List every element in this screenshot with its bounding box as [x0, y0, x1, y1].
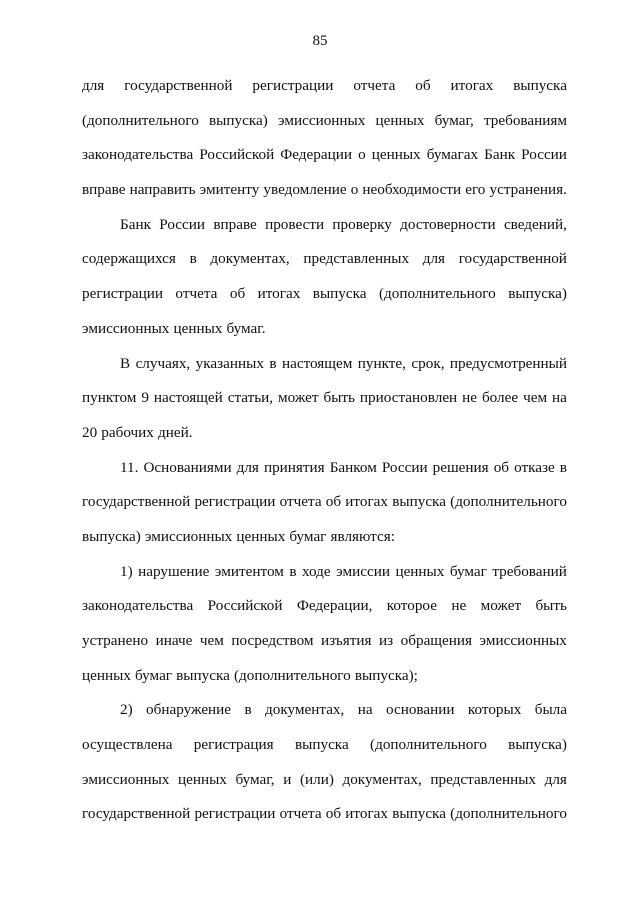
text-line: государственной регистрации отчета об итогах выпуска (дополнительного: [82, 493, 567, 511]
text-line: законодательства Российской Федерации, которое не может быть: [82, 597, 567, 615]
text-line: регистрации отчета об итогах выпуска (дополнительного выпуска): [82, 285, 567, 303]
text-line: 1) нарушение эмитентом в ходе эмиссии ценных бумаг требований: [120, 562, 567, 580]
text-line: 20 рабочих дней.: [82, 423, 193, 441]
text-line: эмиссионных ценных бумаг, и (или) документах, представленных для: [82, 770, 567, 788]
text-line: выпуска) эмиссионных ценных бумаг являются:: [82, 527, 395, 545]
document-body: [82, 69, 567, 832]
text-line: законодательства Российской Федерации о ценных бумагах Банк России: [82, 146, 567, 164]
text-line: вправе направить эмитенту уведомление о необходимости его устранения.: [82, 181, 567, 199]
text-line: пунктом 9 настоящей статьи, может быть приостановлен не более чем на: [82, 389, 567, 407]
text-line: для государственной регистрации отчета об итогах выпуска: [82, 77, 567, 94]
text-line: Банк России вправе провести проверку достоверности сведений,: [120, 215, 567, 233]
page-number: 85: [312, 33, 328, 49]
text-line: государственной регистрации отчета об итогах выпуска (дополнительного: [82, 805, 567, 823]
text-line: 11. Основаниями для принятия Банком России решения об отказе в: [120, 458, 567, 476]
text-line: (дополнительного выпуска) эмиссионных ценных бумаг, требованиям: [82, 111, 567, 129]
text-line: эмиссионных ценных бумаг.: [82, 319, 266, 337]
text-line: осуществлена регистрация выпуска (дополнительного выпуска): [82, 736, 567, 754]
text-line: ценных бумаг выпуска (дополнительного выпуска);: [82, 666, 418, 684]
text-line: содержащихся в документах, представленных для государственной: [82, 250, 567, 268]
text-line: В случаях, указанных в настоящем пункте, срок, предусмотренный: [120, 354, 567, 372]
text-line: устранено иначе чем посредством изъятия из обращения эмиссионных: [82, 632, 567, 649]
text-line: 2) обнаружение в документах, на основании которых была: [120, 701, 567, 719]
